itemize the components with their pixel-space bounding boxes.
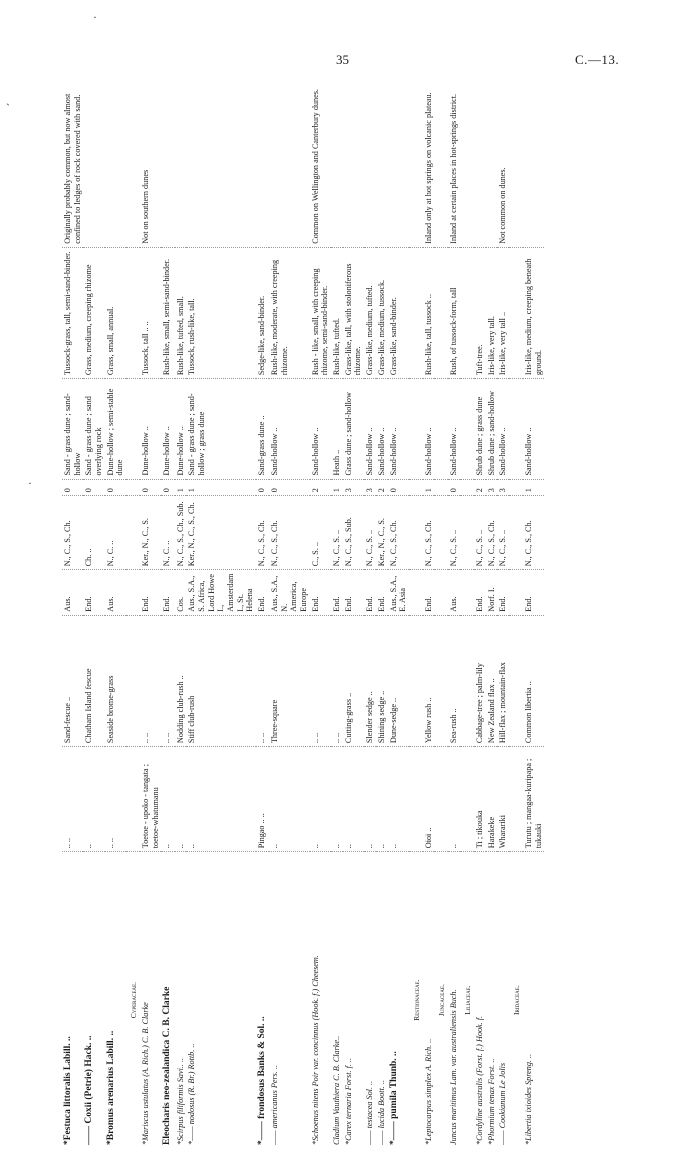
maori-name-cell: .. .. bbox=[62, 747, 83, 852]
species-name-cell: —— testacea Sol. .. bbox=[364, 852, 376, 1148]
maori-name-cell: .. bbox=[343, 747, 364, 852]
species-name-cell: Cladium Vauthiera C. B. Clarke.. bbox=[331, 852, 343, 1148]
growth-form-cell: Iris-like, medium, creeping beneath ground. bbox=[523, 247, 544, 378]
frequency-cell: 0 bbox=[62, 479, 83, 496]
maori-name-cell: .. bbox=[175, 747, 187, 852]
frequency-cell: 0 bbox=[448, 479, 460, 496]
family-heading-row bbox=[126, 68, 140, 1148]
table-body bbox=[62, 68, 544, 1148]
scan-mark: ˏ bbox=[6, 92, 10, 106]
notes-cell bbox=[376, 68, 388, 247]
empty-cell bbox=[409, 615, 423, 746]
distribution-cell: N., C., S., Ch. bbox=[62, 496, 83, 570]
family-heading-row bbox=[460, 68, 474, 1148]
species-name-cell: *Carex ternaria Forst. f. .. bbox=[343, 852, 364, 1148]
maori-name-cell: .. bbox=[310, 747, 331, 852]
species-name-cell: *—— frondosus Banks & Sol. .. bbox=[256, 852, 269, 1148]
table-row bbox=[376, 68, 388, 1148]
species-name-cell: *Leptocarpus simplex A. Rich. .. bbox=[423, 852, 435, 1148]
table-row bbox=[186, 68, 256, 1148]
english-name-cell: Stiff club-rush bbox=[186, 615, 256, 746]
growth-form-cell: Grass-like, medium, tussock. bbox=[376, 247, 388, 378]
frequency-cell: 3 bbox=[486, 479, 498, 496]
maori-name-cell: .. bbox=[83, 747, 104, 852]
empty-cell bbox=[126, 68, 140, 247]
distribution-cell: N., C., S. .. bbox=[448, 496, 460, 570]
frequency-cell: 2 bbox=[376, 479, 388, 496]
empty-cell bbox=[409, 496, 423, 570]
frequency-cell: 0 bbox=[140, 479, 161, 496]
habitat-cell: Sand-hollow .. bbox=[376, 379, 388, 479]
scan-mark: · bbox=[28, 476, 32, 490]
distribution-cell: N., C., S. .. bbox=[474, 496, 486, 570]
notes-cell bbox=[256, 68, 269, 247]
empty-cell bbox=[126, 479, 140, 496]
english-name-cell: Sand-fescue .. bbox=[62, 615, 83, 746]
empty-cell bbox=[434, 615, 448, 746]
notes-cell bbox=[175, 68, 187, 247]
frequency-cell: 3 bbox=[343, 479, 364, 496]
species-name-cell: *—— nodosus (R. Br.) Rottb. .. bbox=[186, 852, 256, 1148]
distribution-cell: Ker., N., C., S., Ch. bbox=[186, 496, 256, 570]
habitat-cell: Heath .. bbox=[331, 379, 343, 479]
notes-cell bbox=[161, 68, 174, 247]
page-number: 35 bbox=[336, 52, 349, 67]
frequency-cell: 2 bbox=[474, 479, 486, 496]
notes-cell bbox=[269, 68, 310, 247]
table-row bbox=[256, 68, 269, 1148]
notes-cell: Not on southern dunes bbox=[140, 169, 150, 244]
distribution-cell: N., C., S., Ch. bbox=[388, 496, 409, 570]
english-name-cell: Chatham Island fescue bbox=[83, 615, 104, 746]
maori-name-cell: .. bbox=[376, 747, 388, 852]
species-name-cell: —— Coxii (Petrie) Hack. .. bbox=[83, 852, 104, 1148]
habitat-cell: Shrub dune ; grass dune bbox=[474, 379, 486, 479]
species-name-cell: —— lucida Boott. .. bbox=[376, 852, 388, 1148]
table-row bbox=[140, 68, 161, 1148]
growth-form-cell: Grass-like, medium, tufted. bbox=[364, 247, 376, 378]
table-row bbox=[161, 68, 174, 1148]
family-heading-row bbox=[509, 68, 523, 1148]
growth-form-cell: Grass-like, tall, with stoloniferous rhizome. bbox=[343, 247, 364, 378]
english-name-cell: New Zealand flax .. bbox=[486, 615, 498, 746]
species-name-cell: Eleocharis neo-zealandica C. B. Clarke bbox=[161, 852, 174, 1148]
species-name-cell: *Schoenus nitens Poir var. concinnus (Hook. f.) Cheesem. bbox=[310, 852, 331, 1148]
notes-cell bbox=[474, 68, 486, 247]
english-name-cell: Cutting-grass .. bbox=[343, 615, 364, 746]
notes-cell bbox=[105, 68, 126, 247]
status-cell: End. bbox=[423, 570, 435, 615]
growth-form-cell: Iris-like, very tall .. bbox=[497, 247, 509, 378]
growth-form-cell: Grass, small, annual. bbox=[105, 247, 126, 378]
status-cell: Aus. bbox=[105, 570, 126, 615]
family-heading: Juncaceae. bbox=[434, 852, 448, 1148]
growth-form-cell: Tussock, rush-like, tall. bbox=[186, 247, 256, 378]
status-cell: End. bbox=[364, 570, 376, 615]
status-cell: Aus., S.A., S. Africa, Lord Howe I., Amsterdam I., St. Helena bbox=[186, 570, 256, 615]
status-cell: End. bbox=[140, 570, 161, 615]
species-name-cell: *Bromus arenarius Labill. .. bbox=[105, 852, 126, 1148]
species-name-cell: Juncus maritimus Lam. var. australiensis Buch. bbox=[448, 852, 460, 1148]
empty-cell bbox=[460, 68, 474, 247]
habitat-cell: Shrub dune ; sand-hollow bbox=[486, 379, 498, 479]
frequency-cell: 1 bbox=[186, 479, 256, 496]
distribution-cell: N., C., S., Ch. bbox=[269, 496, 310, 570]
english-name-cell: .. .. bbox=[161, 615, 174, 746]
table-row bbox=[497, 68, 509, 1148]
distribution-cell: N., C. .. bbox=[105, 496, 126, 570]
status-cell: Aus., S.A., N. America, Europe bbox=[269, 570, 310, 615]
species-name-cell: *—— pumila Thunb. .. bbox=[388, 852, 409, 1148]
empty-cell bbox=[434, 68, 448, 247]
empty-cell bbox=[126, 379, 140, 479]
empty-cell bbox=[509, 479, 523, 496]
frequency-cell: 1 bbox=[175, 479, 187, 496]
status-cell: End. bbox=[331, 570, 343, 615]
notes-cell: Not common on dunes. bbox=[498, 167, 508, 244]
distribution-cell: N., C., S., Ch. bbox=[523, 496, 544, 570]
habitat-cell: Sand-hollow .. bbox=[269, 379, 310, 479]
status-cell: End. bbox=[256, 570, 269, 615]
english-name-cell: Slender sedge .. bbox=[364, 615, 376, 746]
family-heading: Cyperaceae. bbox=[126, 852, 140, 1148]
table-row bbox=[474, 68, 486, 1148]
empty-cell bbox=[434, 747, 448, 852]
empty-cell bbox=[409, 479, 423, 496]
frequency-cell: 3 bbox=[497, 479, 509, 496]
frequency-cell: 0 bbox=[105, 479, 126, 496]
frequency-cell: 0 bbox=[269, 479, 310, 496]
distribution-cell: N., C., S., Ch. bbox=[423, 496, 435, 570]
distribution-cell: C., S. .. bbox=[310, 496, 331, 570]
table-row bbox=[448, 68, 460, 1148]
frequency-cell: 0 bbox=[83, 479, 104, 496]
frequency-cell: 2 bbox=[310, 479, 331, 496]
table-row bbox=[269, 68, 310, 1148]
empty-cell bbox=[509, 615, 523, 746]
empty-cell bbox=[509, 379, 523, 479]
empty-cell bbox=[409, 68, 423, 247]
english-name-cell: .. .. bbox=[331, 615, 343, 746]
maori-name-cell: .. bbox=[161, 747, 174, 852]
english-name-cell: .. .. bbox=[310, 615, 331, 746]
frequency-cell: 1 bbox=[523, 479, 544, 496]
english-name-cell: Yellow rush .. bbox=[423, 615, 435, 746]
empty-cell bbox=[409, 247, 423, 378]
table-row bbox=[388, 68, 409, 1148]
english-name-cell: Seaside brome-grass bbox=[105, 615, 126, 746]
notes-cell bbox=[186, 68, 256, 247]
habitat-cell: Dune-hollow .. bbox=[161, 379, 174, 479]
maori-name-cell: Pingao .. .. bbox=[256, 747, 269, 852]
species-name-cell: *Scirpus filiformis Savi.. .. bbox=[175, 852, 187, 1148]
empty-cell bbox=[126, 570, 140, 615]
empty-cell bbox=[460, 479, 474, 496]
growth-form-cell: Tussock, tall .. .. bbox=[140, 247, 161, 378]
habitat-cell: Sand-grass dune .. bbox=[256, 379, 269, 479]
growth-form-cell: Sedge-like, sand-binder. bbox=[256, 247, 269, 378]
empty-cell bbox=[460, 496, 474, 570]
status-cell: End. bbox=[343, 570, 364, 615]
empty-cell bbox=[509, 747, 523, 852]
growth-form-cell: Grass, medium, creeping rhizome bbox=[83, 247, 104, 378]
family-heading: Liliaceae. bbox=[460, 852, 474, 1148]
notes-cell bbox=[364, 68, 376, 247]
table-row bbox=[83, 68, 104, 1148]
habitat-cell: Sand - grass dune ; sand-hollow bbox=[62, 379, 83, 479]
species-name-cell: —— Cookianum Le Jolis bbox=[497, 852, 509, 1148]
growth-form-cell: Iris-like, very tall. bbox=[486, 247, 498, 378]
english-name-cell: .. .. bbox=[256, 615, 269, 746]
maori-name-cell: Ti ; tikouka bbox=[474, 747, 486, 852]
table-row bbox=[331, 68, 343, 1148]
report-code: C.—13. bbox=[575, 52, 620, 67]
habitat-cell: Sand - grass dune ; sand-hollow ; grass dune bbox=[186, 379, 256, 479]
empty-cell bbox=[126, 496, 140, 570]
species-name-cell: *Phormium tenax Forst. .. bbox=[486, 852, 498, 1148]
species-table bbox=[62, 68, 544, 1148]
status-cell: End. bbox=[497, 570, 509, 615]
table-row bbox=[310, 68, 331, 1148]
habitat-cell: Dune-hollow ; semi-stable dune bbox=[105, 379, 126, 479]
english-name-cell: Common libertia .. bbox=[523, 615, 544, 746]
maori-name-cell: .. bbox=[331, 747, 343, 852]
growth-form-cell: Tuft-tree. bbox=[474, 247, 486, 378]
empty-cell bbox=[460, 615, 474, 746]
notes-cell bbox=[343, 68, 364, 247]
habitat-cell: Grass dune ; sand-hollow bbox=[343, 379, 364, 479]
empty-cell bbox=[126, 747, 140, 852]
habitat-cell: Dune-hollow .. bbox=[140, 379, 161, 479]
distribution-cell: N., C. .. bbox=[161, 496, 174, 570]
notes-cell bbox=[486, 68, 498, 247]
growth-form-cell: Grass-like, sand-binder. bbox=[388, 247, 409, 378]
growth-form-cell: Rush-like, moderate, with creeping rhizome. bbox=[269, 247, 310, 378]
maori-name-cell: Turutu ; mangaa-kuripapa ; tukauki bbox=[523, 747, 544, 852]
growth-form-cell: Rush, of tussock-form, tall bbox=[448, 247, 460, 378]
distribution-cell: Ker., N., C., S. bbox=[140, 496, 161, 570]
habitat-cell: Sand-hollow .. bbox=[497, 379, 509, 479]
status-cell: End. bbox=[161, 570, 174, 615]
distribution-cell: Ch. .. bbox=[83, 496, 104, 570]
frequency-cell: 0 bbox=[256, 479, 269, 496]
species-name-cell: *Cordyline australis (Forst. f.) Hook. f. bbox=[474, 852, 486, 1148]
maori-name-cell: .. .. bbox=[105, 747, 126, 852]
status-cell: Cos. bbox=[175, 570, 187, 615]
scan-mark: · bbox=[93, 10, 97, 24]
status-cell: End. bbox=[83, 570, 104, 615]
family-heading-row bbox=[434, 68, 448, 1148]
species-name-cell: *Libertia ixioides Spreng. .. bbox=[523, 852, 544, 1148]
english-name-cell: Hill-flax ; mountain-flax bbox=[497, 615, 509, 746]
species-name-cell: *Festuca littoralis Labill. .. bbox=[62, 852, 83, 1148]
empty-cell bbox=[509, 570, 523, 615]
status-cell: End. bbox=[474, 570, 486, 615]
notes-cell bbox=[388, 68, 409, 247]
maori-name-cell: .. bbox=[364, 747, 376, 852]
empty-cell bbox=[509, 68, 523, 247]
notes-cell: Common on Wellington and Canterbury dunes. bbox=[310, 89, 320, 244]
distribution-cell: N., C., S. .. bbox=[497, 496, 509, 570]
habitat-cell: Dune-hollow .. bbox=[175, 379, 187, 479]
habitat-cell: Sand - grass dune ; sand overlying rock bbox=[83, 379, 104, 479]
status-cell: End. bbox=[523, 570, 544, 615]
distribution-cell: N., C., S., Ch. bbox=[486, 496, 498, 570]
maori-name-cell: Wharariki bbox=[497, 747, 509, 852]
habitat-cell: Sand-hollow .. bbox=[310, 379, 331, 479]
family-heading-row bbox=[409, 68, 423, 1148]
table-row bbox=[423, 68, 435, 1148]
growth-form-cell: Rush - like, small, with creeping rhizome, semi-sand-binder. bbox=[310, 247, 331, 378]
table-row bbox=[105, 68, 126, 1148]
distribution-cell: N., C., S., Ch. bbox=[256, 496, 269, 570]
notes-cell bbox=[523, 68, 544, 247]
growth-form-cell: Rush-like, tufted, small. bbox=[175, 247, 187, 378]
notes-cell bbox=[331, 68, 343, 247]
empty-cell bbox=[460, 570, 474, 615]
empty-cell bbox=[434, 479, 448, 496]
empty-cell bbox=[409, 570, 423, 615]
family-heading: Iridaceae. bbox=[509, 852, 523, 1148]
habitat-cell: Sand-hollow .. bbox=[388, 379, 409, 479]
distribution-cell: N., C., S., Ch., Sub. bbox=[175, 496, 187, 570]
empty-cell bbox=[509, 247, 523, 378]
habitat-cell: Sand-hollow .. bbox=[448, 379, 460, 479]
frequency-cell: 1 bbox=[423, 479, 435, 496]
habitat-cell: Sand-hollow .. bbox=[364, 379, 376, 479]
empty-cell bbox=[409, 747, 423, 852]
distribution-cell: Ker., N., C., S. bbox=[376, 496, 388, 570]
empty-cell bbox=[409, 379, 423, 479]
empty-cell bbox=[434, 496, 448, 570]
empty-cell bbox=[460, 379, 474, 479]
status-cell: Norf. I. bbox=[486, 570, 498, 615]
frequency-cell: 1 bbox=[331, 479, 343, 496]
status-cell: End. bbox=[376, 570, 388, 615]
frequency-cell: 3 bbox=[364, 479, 376, 496]
notes-cell: Inland only at hot springs on volcanic plateau. bbox=[423, 92, 433, 244]
growth-form-cell: Rush-like, small, semi-sand-binder. bbox=[161, 247, 174, 378]
notes-cell: Inland at certain places in hot-springs district. bbox=[449, 93, 459, 244]
distribution-cell: N., C., S. .. bbox=[364, 496, 376, 570]
english-name-cell: Shining sedge .. bbox=[376, 615, 388, 746]
table-row bbox=[343, 68, 364, 1148]
english-name-cell: .. .. bbox=[140, 615, 161, 746]
english-name-cell: Three-square bbox=[269, 615, 310, 746]
table-row bbox=[62, 68, 83, 1148]
growth-form-cell: Rush-like, tufted. bbox=[331, 247, 343, 378]
empty-cell bbox=[434, 379, 448, 479]
empty-cell bbox=[434, 247, 448, 378]
maori-name-cell: Toetoe - upoko - tangata ; toetoe-whatumanu bbox=[140, 747, 161, 852]
status-cell: Aus. bbox=[448, 570, 460, 615]
english-name-cell: Dune-sedge .. bbox=[388, 615, 409, 746]
distribution-cell: N., C., S. .. bbox=[331, 496, 343, 570]
species-table-rotated bbox=[62, 68, 672, 1148]
maori-name-cell: .. bbox=[269, 747, 310, 852]
distribution-cell: N., C., S., Sub. bbox=[343, 496, 364, 570]
english-name-cell: Sea-rush .. bbox=[448, 615, 460, 746]
species-name-cell: *Mariscus ustulatus (A. Rich.) C. B. Clarke bbox=[140, 852, 161, 1148]
empty-cell bbox=[126, 615, 140, 746]
empty-cell bbox=[460, 247, 474, 378]
maori-name-cell: Harakeke bbox=[486, 747, 498, 852]
maori-name-cell: .. bbox=[388, 747, 409, 852]
growth-form-cell: Rush-like, tall, tussock .. bbox=[423, 247, 435, 378]
frequency-cell: 0 bbox=[161, 479, 174, 496]
empty-cell bbox=[509, 496, 523, 570]
habitat-cell: Sand-hollow .. bbox=[523, 379, 544, 479]
species-name-cell: —— americanus Pers. .. bbox=[269, 852, 310, 1148]
habitat-cell: Sand-hollow .. bbox=[423, 379, 435, 479]
status-cell: Aus. bbox=[62, 570, 83, 615]
growth-form-cell: Tussock-grass, tall, semi-sand-binder. bbox=[62, 247, 83, 378]
notes-cell bbox=[83, 68, 104, 247]
table-row bbox=[523, 68, 544, 1148]
frequency-cell: 0 bbox=[388, 479, 409, 496]
table-row bbox=[175, 68, 187, 1148]
maori-name-cell: .. bbox=[186, 747, 256, 852]
family-heading: Restionaceae. bbox=[409, 852, 423, 1148]
maori-name-cell: Oioi .. bbox=[423, 747, 435, 852]
empty-cell bbox=[434, 570, 448, 615]
status-cell: Aus., S.A., E. Asia bbox=[388, 570, 409, 615]
status-cell: End. bbox=[310, 570, 331, 615]
english-name-cell: Cabbage-tree ; palm-lily bbox=[474, 615, 486, 746]
notes-cell: Originally probably common, but now almost confined to ledges of rock covered with sand. bbox=[63, 93, 82, 244]
maori-name-cell: .. bbox=[448, 747, 460, 852]
empty-cell bbox=[460, 747, 474, 852]
empty-cell bbox=[126, 247, 140, 378]
table-row bbox=[364, 68, 376, 1148]
english-name-cell: Nodding club-rush .. bbox=[175, 615, 187, 746]
table-row bbox=[486, 68, 498, 1148]
